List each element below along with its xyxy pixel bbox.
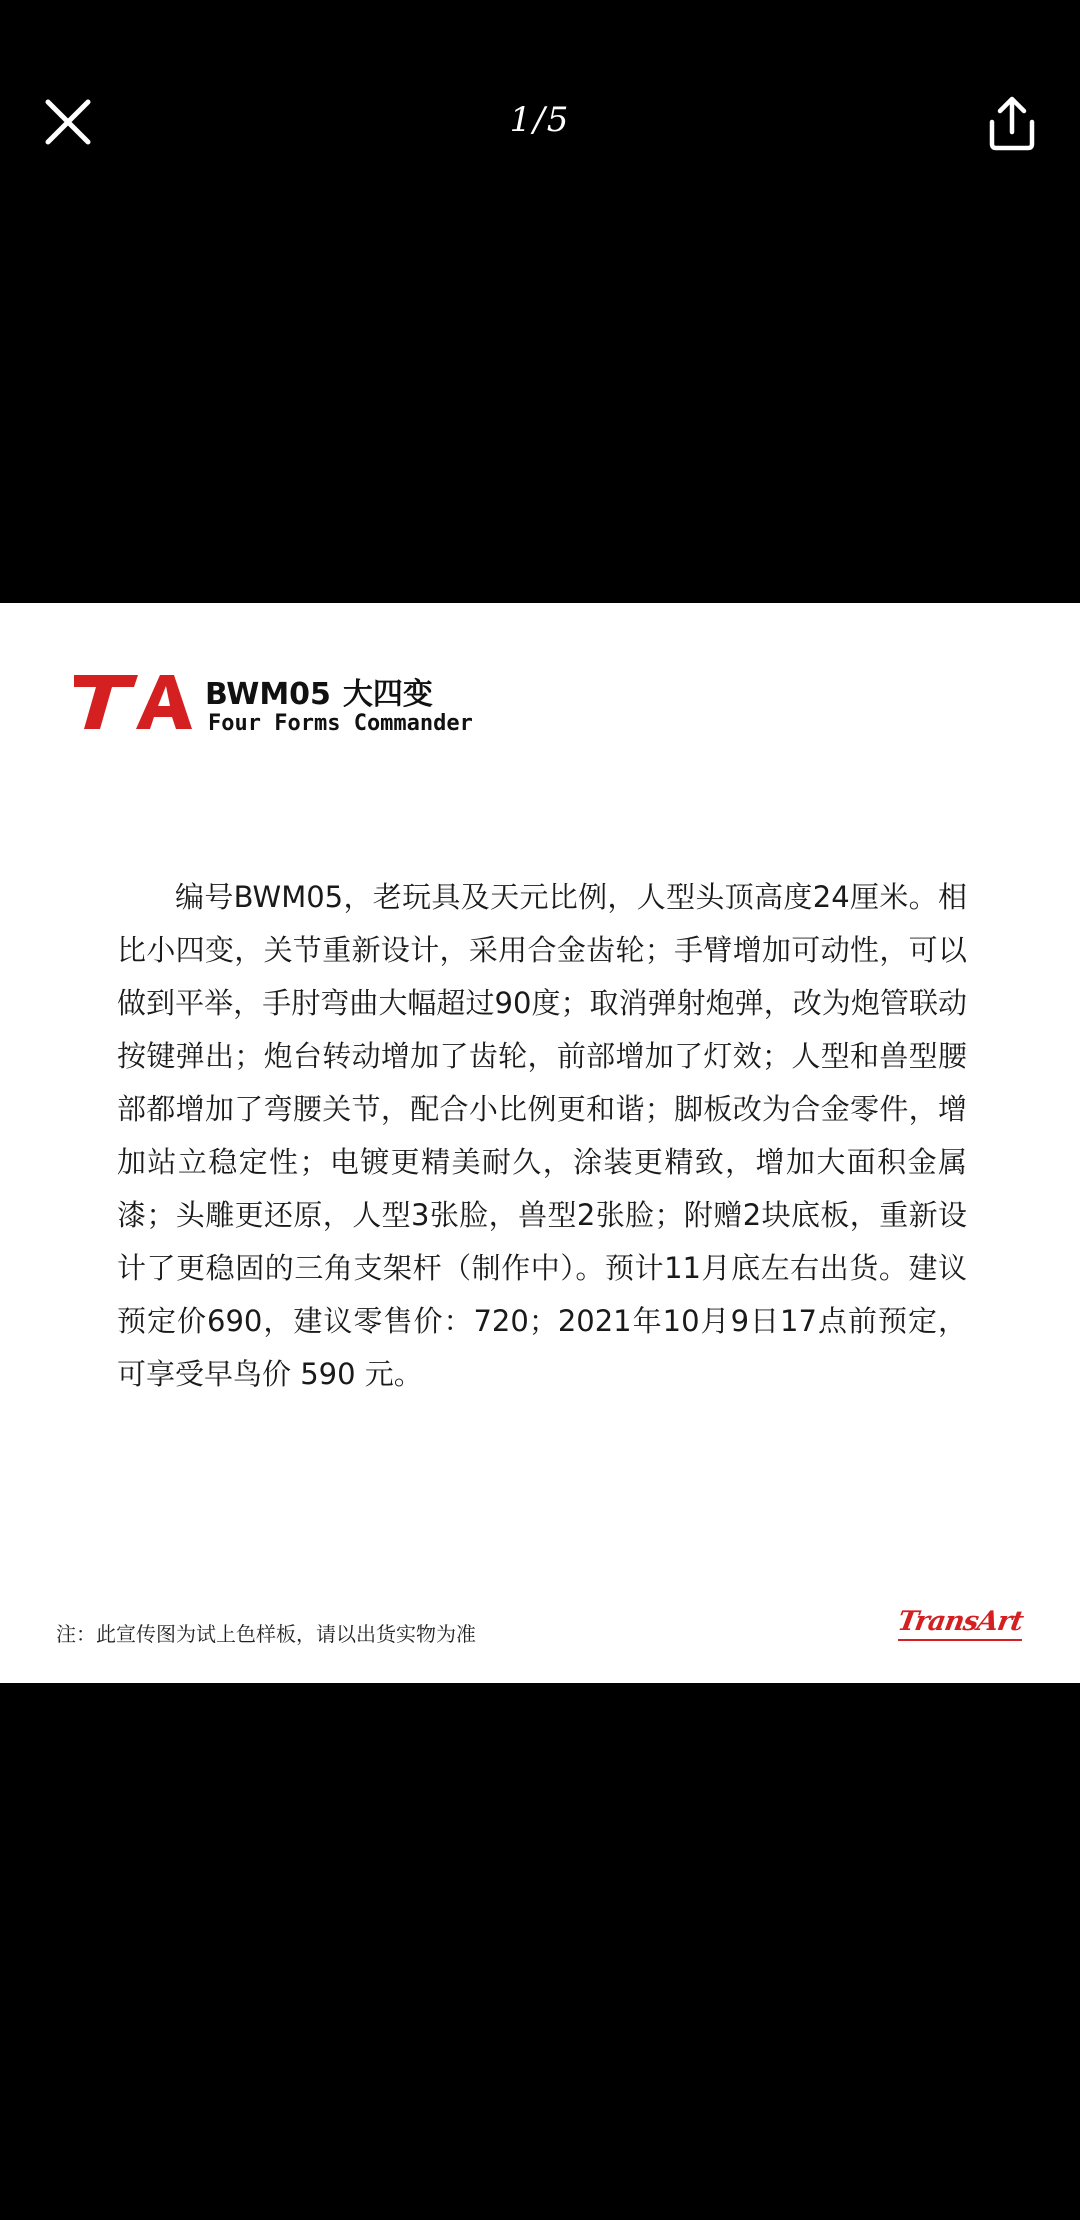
product-name-en: Four Forms Commander <box>208 711 473 736</box>
product-title <box>205 669 433 713</box>
viewer-top-bar <box>0 0 1080 250</box>
product-code: BWM05 <box>205 677 331 712</box>
share-icon <box>980 92 1044 156</box>
transart-logo-underline <box>898 1639 1022 1641</box>
ta-logo <box>74 673 194 733</box>
transart-logo: TransArt <box>895 1606 1026 1637</box>
disclaimer-note: 注：此宣传图为试上色样板，请以出货实物为准 <box>56 1622 476 1646</box>
share-button[interactable] <box>980 92 1044 156</box>
product-description: 编号BWM05，老玩具及天元比例，人型头顶高度24厘米。相比小四变，关节重新设计，采用合金齿轮；手臂增加可动性，可以做到平举，手肘弯曲大幅超过90度；取消弹射炮弹，改为炮管联动按键弹出；炮台转动增加了齿轮，前部增加了灯效；人型和兽型腰部都增加了弯腰关节，配合小比例更和谐；脚板改为合金零件，增加站立稳定性；电镀更精美耐久，涂装更精致，增加大面积金属漆；头雕更还原，人型3张脸，兽型2张脸；附赠2块底板，重新设计了更稳固的三角支架杆（制作中）。预计11月底左右出货。建议预定价690，建议零售价：720；2021年10月9日17点前预定，可享受早鸟价 590 元。 <box>117 880 967 1391</box>
page-counter: 1/5 <box>509 100 571 140</box>
product-name-cn: 大四变 <box>342 677 433 712</box>
viewed-image[interactable] <box>0 603 1080 1683</box>
